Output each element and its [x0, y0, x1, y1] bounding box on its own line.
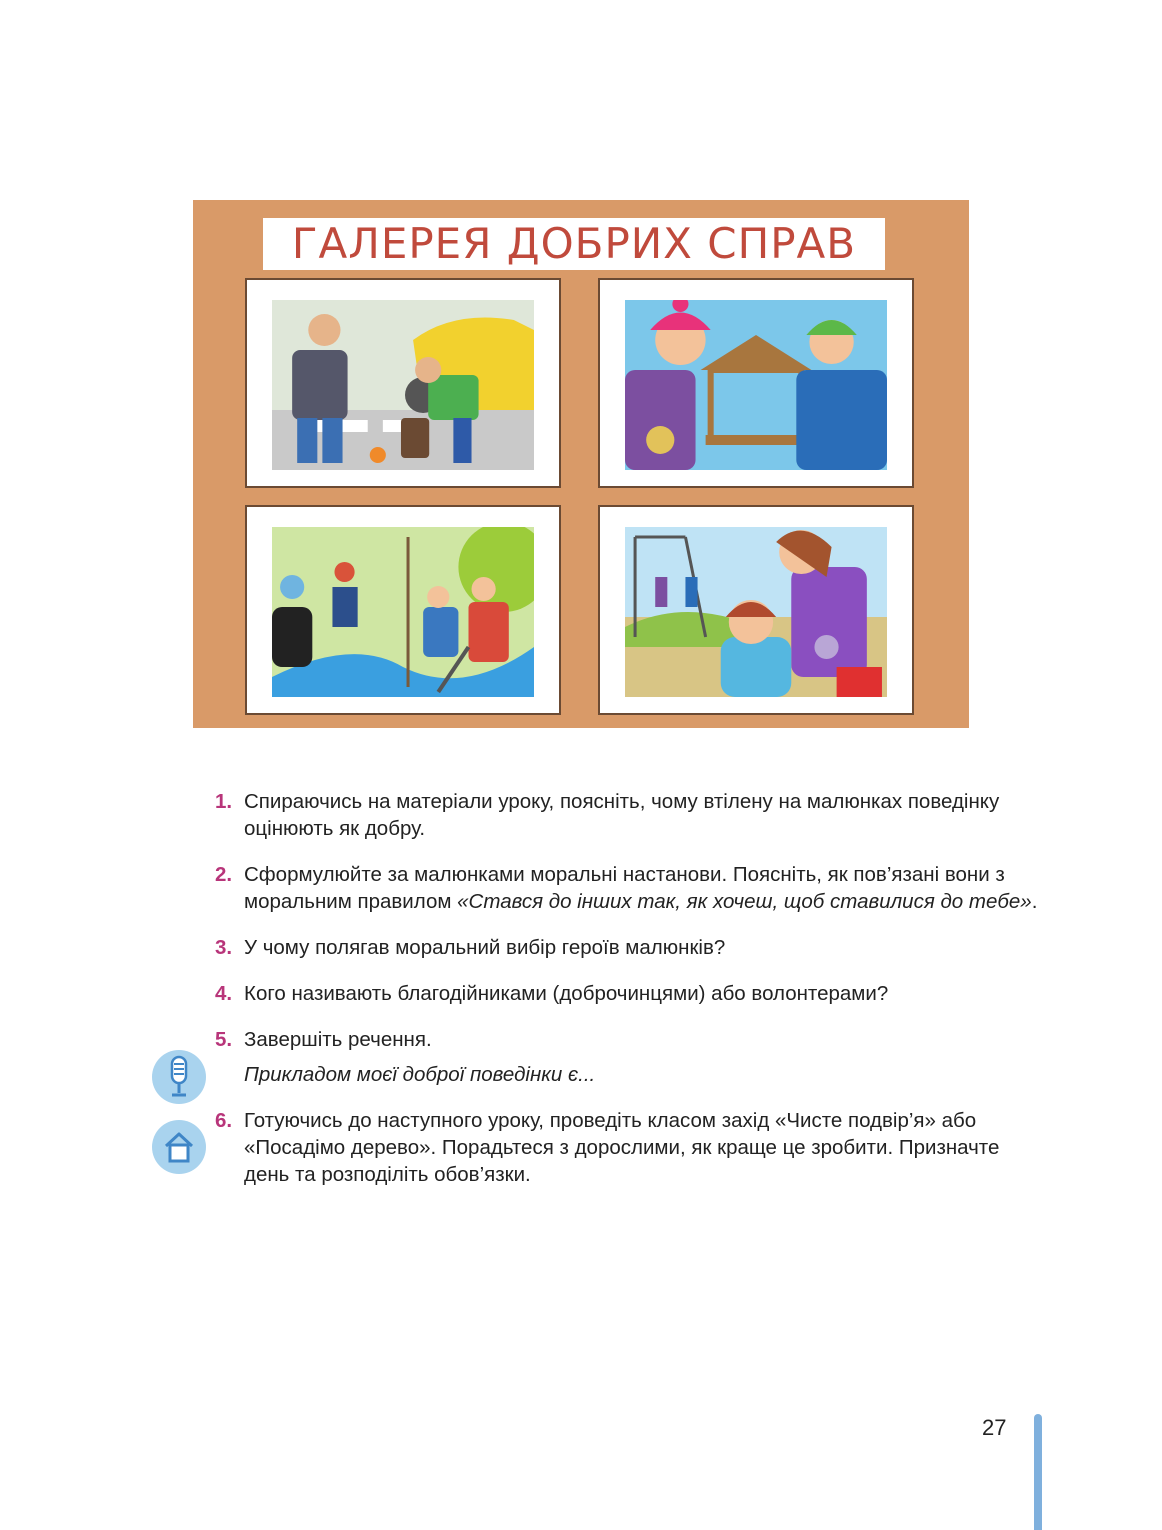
task-item-3: [215, 934, 1045, 961]
task-text-container: [244, 1026, 1045, 1088]
task-text: Кого називають благодійниками (доброчинцями) або волонтерами?: [244, 982, 889, 1005]
task-number: 1.: [215, 790, 233, 813]
task-text: Сформулюйте за малюнками моральні настанови. Поясніть, як пов’язані вони з моральним правилом: [244, 863, 1005, 913]
task-text: Готуючись до наступного уроку, проведіть класом захід «Чисте подвір’я» або «Посадімо дерево». Порадьтеся з дорослими, як краще це зробити. Призначте день та розподіліть обов’язки.: [244, 1109, 1000, 1186]
task-item-4: [215, 980, 1045, 1007]
task-number: 2.: [215, 863, 233, 886]
gallery-title: ГАЛЕРЕЯ ДОБРИХ СПРАВ: [263, 218, 885, 270]
task-quote: «Стався до інших так, як хочеш, щоб ставилися до тебе»: [457, 890, 1032, 913]
home-icon: [152, 1120, 206, 1174]
page-edge-bar: [1034, 1414, 1042, 1530]
task-text: У чому полягав моральний вибір героїв малюнків?: [244, 936, 726, 959]
task-item-6: [215, 1107, 1045, 1188]
task-number: 4.: [215, 982, 233, 1005]
picture-frame-1: [245, 278, 561, 488]
page-number: 27: [982, 1415, 1007, 1440]
task-number: 6.: [215, 1109, 233, 1132]
task-number: 5.: [215, 1028, 233, 1051]
task-list: [215, 788, 1045, 1207]
picture-frame-3: [245, 505, 561, 715]
planting-tree-illustration: [272, 527, 534, 697]
task-number: 3.: [215, 936, 233, 959]
task-text-end: .: [1031, 890, 1038, 913]
task-text: Спираючись на матеріали уроку, поясніть, чому втілену на малюнках поведінку оцінюють як добру.: [244, 790, 1000, 840]
task-item-1: [215, 788, 1045, 842]
task-item-2: [215, 861, 1045, 915]
bird-feeder-illustration: [625, 300, 887, 470]
picture-frame-2: [598, 278, 914, 488]
task-item-5: [215, 1026, 1045, 1088]
task-text: Завершіть речення.: [244, 1028, 432, 1051]
microphone-icon: [152, 1050, 206, 1104]
task-subtext: Прикладом моєї доброї поведінки є...: [244, 1063, 596, 1086]
helping-elderly-illustration: [272, 300, 534, 470]
picture-frame-4: [598, 505, 914, 715]
task-text-container: [244, 861, 1045, 915]
gallery-board: [193, 200, 969, 728]
comforting-child-illustration: [625, 527, 887, 697]
